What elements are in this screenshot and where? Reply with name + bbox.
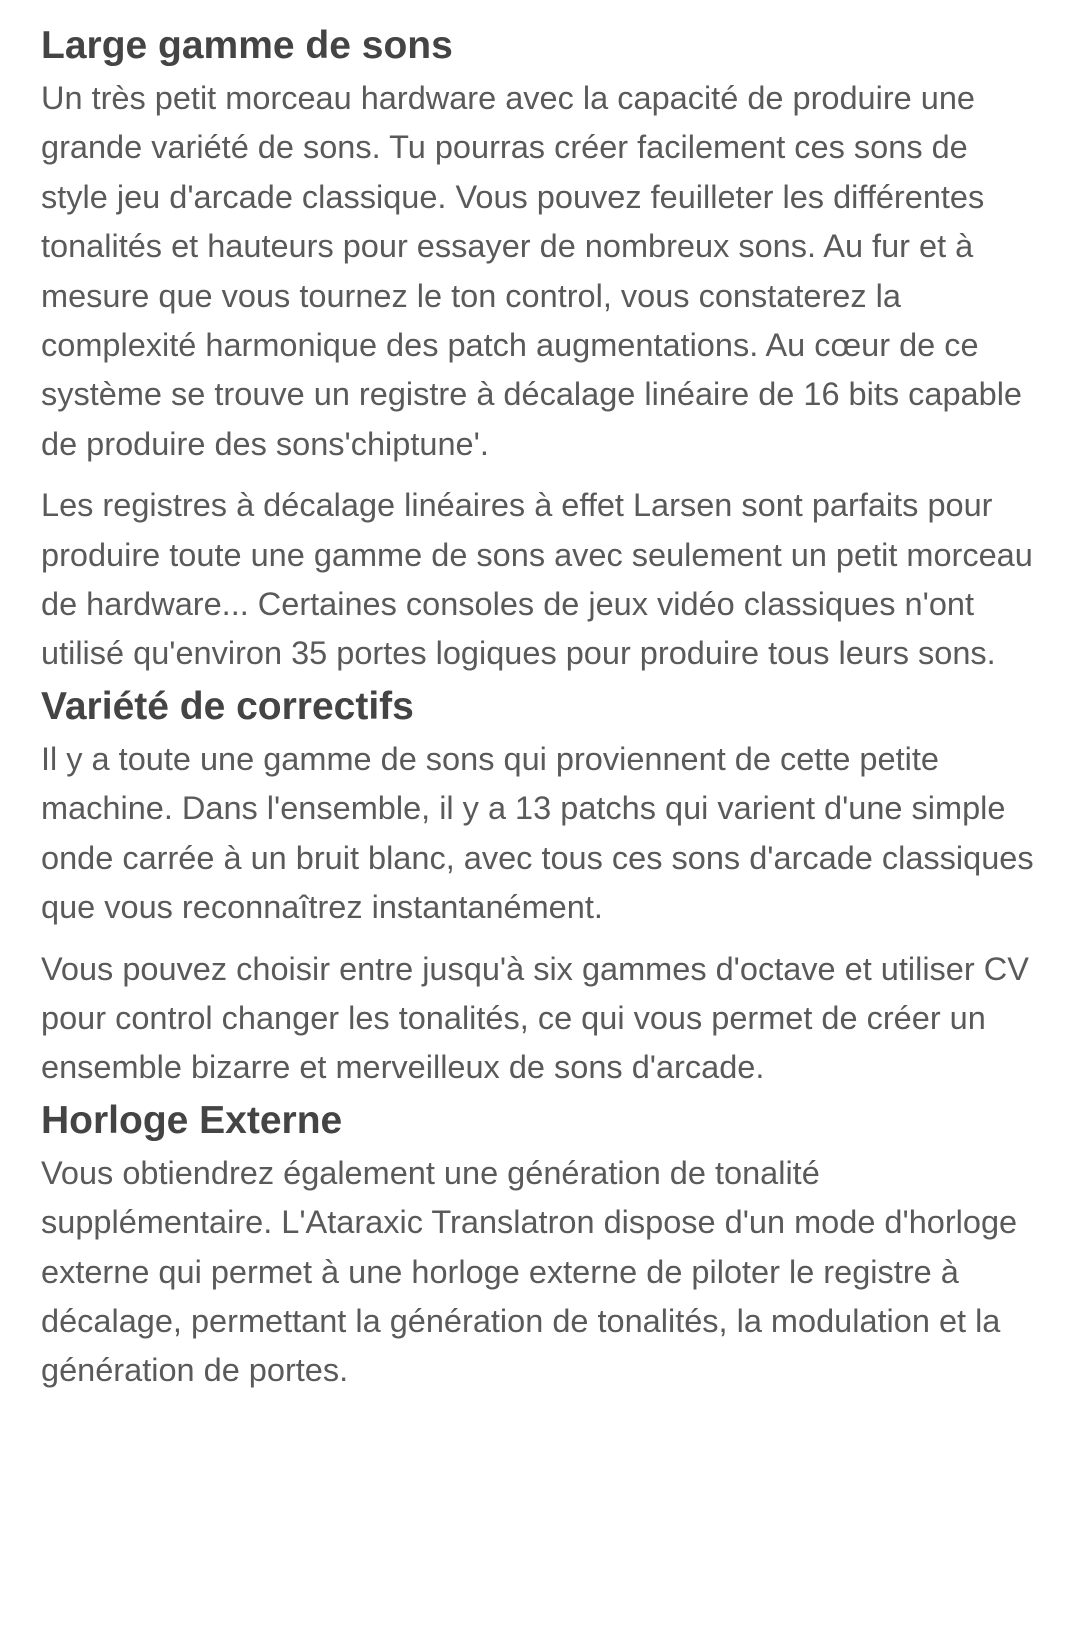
section-heading: Variété de correctifs xyxy=(41,684,414,728)
product-description xyxy=(41,18,1040,1396)
section-sound-range xyxy=(41,18,1040,679)
section-heading: Large gamme de sons xyxy=(41,24,453,67)
section-paragraph: Il y a toute une gamme de sons qui proviennent de cette petite machine. Dans l'ensemble, il y a 13 patchs qui varient d'une simple onde carrée à un bruit blanc, avec tous ces sons d'arcade classiques que vous reconnaîtrez instantanément. xyxy=(41,740,1034,926)
section-paragraph: Les registres à décalage linéaires à effet Larsen sont parfaits pour produire toute une gamme de sons avec seulement un petit morceau de hardware... Certaines consoles de jeux vidéo classiques n'ont utilisé qu'environ 35 portes logiques pour produire tous leurs sons. xyxy=(41,487,1033,672)
section-paragraph: Un très petit morceau hardware avec la capacité de produire une grande variété de sons. Tu pourras créer facilement ces sons de style jeu d'arcade classique. Vous pouvez feuilleter les différentes tonalités et hauteurs pour essayer de nombreux sons. Au fur et à mesure que vous tournez le ton control, vous constaterez la complexité harmonique des patch augmentations. Au cœur de ce système se trouve un registre à décalage linéaire de 16 bits capable de produire des sons'chiptune'. xyxy=(41,80,1022,462)
section-paragraph: Vous pouvez choisir entre jusqu'à six gammes d'octave et utiliser CV pour control changer les tonalités, ce qui vous permet de créer un ensemble bizarre et merveilleux de sons d'arcade. xyxy=(41,950,1029,1086)
section-patch-variety xyxy=(41,679,1040,1093)
section-external-clock xyxy=(41,1093,1040,1396)
section-heading: Horloge Externe xyxy=(41,1098,343,1142)
section-paragraph: Vous obtiendrez également une génération de tonalité supplémentaire. L'Ataraxic Translatron dispose d'un mode d'horloge externe qui permet à une horloge externe de piloter le registre à décalage, permettant la génération de tonalités, la modulation et la génération de portes. xyxy=(41,1154,1018,1389)
